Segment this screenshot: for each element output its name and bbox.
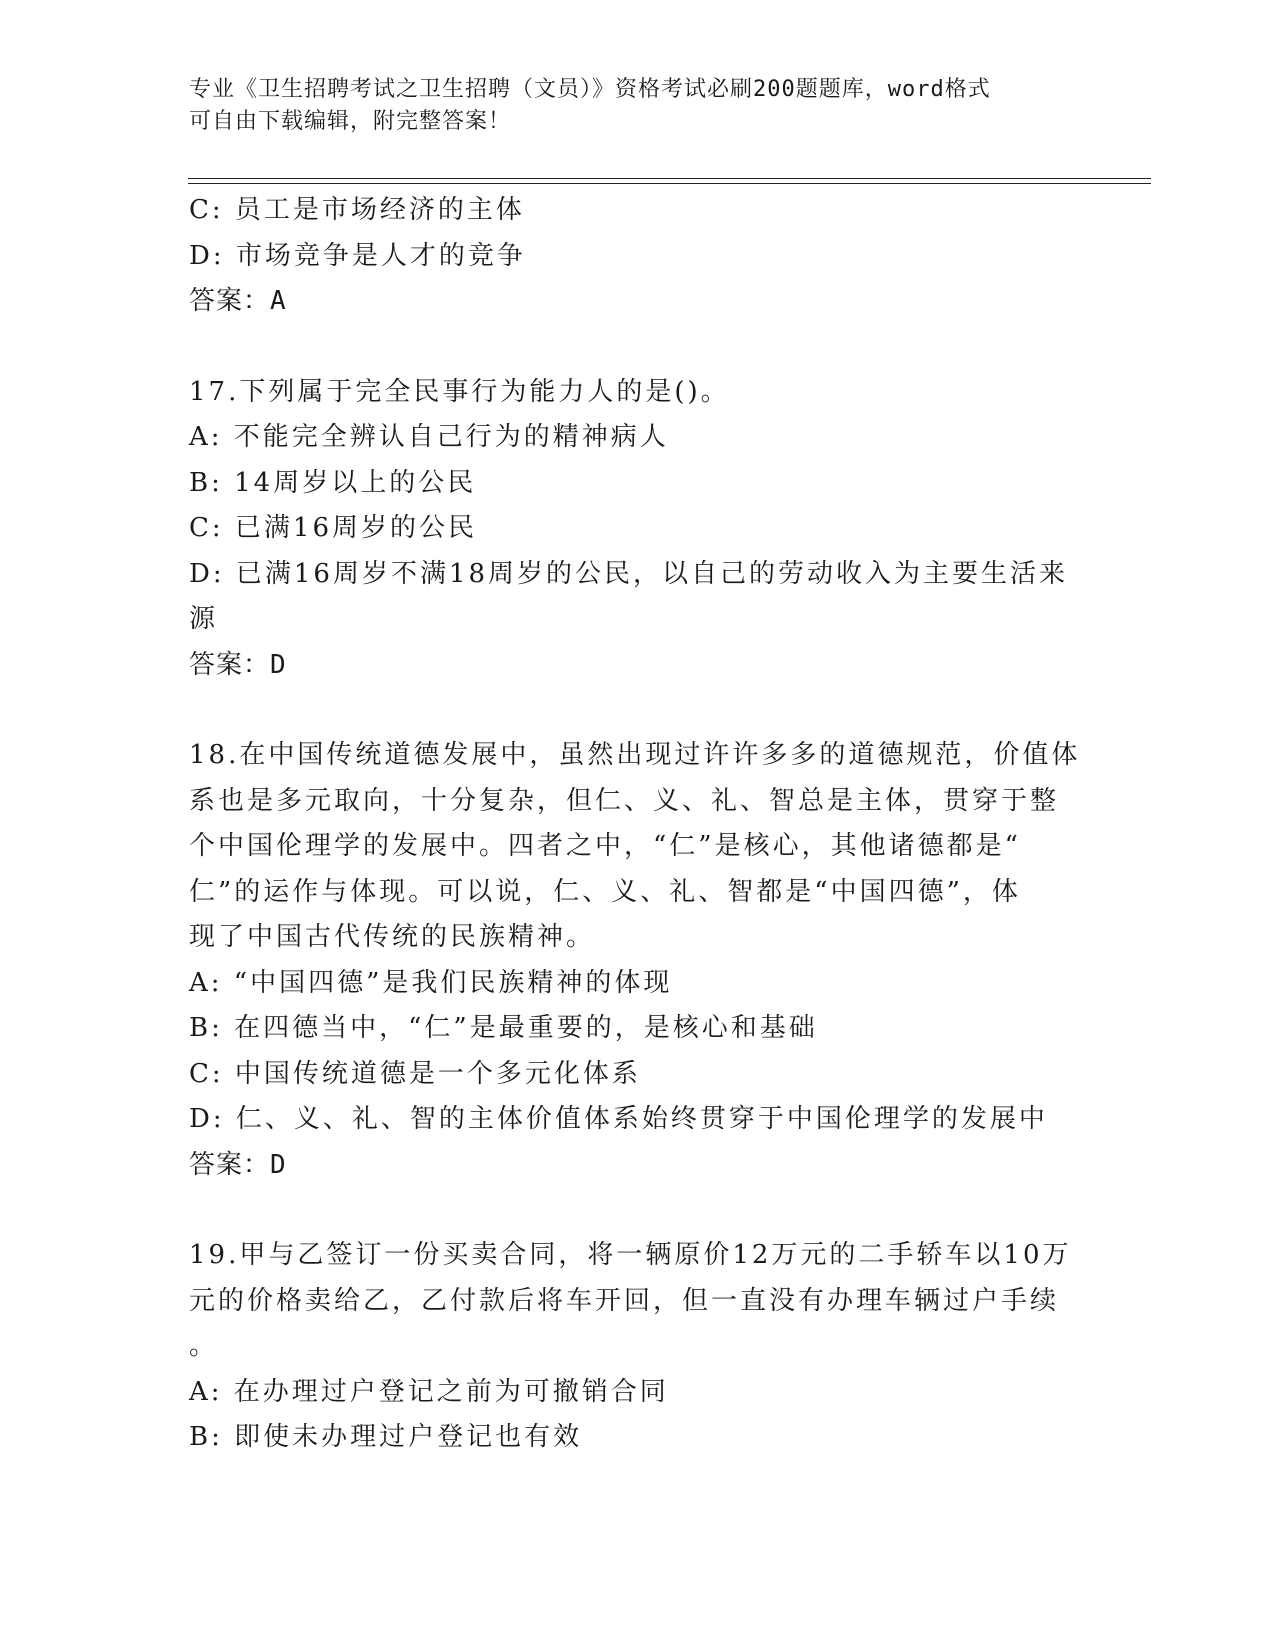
question-18 bbox=[189, 733, 1081, 1188]
question-16-continued bbox=[189, 188, 1074, 325]
answer-line: 答案：A bbox=[189, 286, 287, 316]
header-rule-bottom bbox=[188, 183, 1151, 184]
header-rule-top bbox=[188, 178, 1151, 179]
stem-line: 现了中国古代传统的民族精神。 bbox=[189, 922, 596, 952]
option-b: B: 在四德当中，“仁”是最重要的，是核心和基础 bbox=[189, 1013, 818, 1043]
answer-line: 答案：D bbox=[189, 649, 287, 680]
stem-line: 个中国伦理学的发展中。四者之中，“仁”是核心，其他诸德都是“ bbox=[189, 831, 1021, 861]
stem-line: 系也是多元取向，十分复杂，但仁、义、礼、智总是主体，贯穿于整 bbox=[189, 785, 1060, 816]
stem-line: 仁”的运作与体现。可以说，仁、义、礼、智都是“中国四德”，体 bbox=[189, 876, 1021, 907]
option-a: A: 在办理过户登记之前为可撤销合同 bbox=[189, 1376, 669, 1407]
option-d: D: 仁、义、礼、智的主体价值体系始终贯穿于中国伦理学的发展中 bbox=[189, 1104, 1048, 1134]
header-title-line-2: 可自由下载编辑，附完整答案！ bbox=[189, 109, 512, 134]
option-c: C: 员工是市场经济的主体 bbox=[189, 195, 525, 225]
question-content bbox=[189, 188, 1081, 1461]
question-17 bbox=[189, 370, 1074, 689]
option-b: B: 14周岁以上的公民 bbox=[189, 467, 477, 498]
option-d: D: 已满16周岁不满18周岁的公民，以自己的劳动收入为主要生活来 bbox=[189, 558, 1069, 589]
stem-line: 元的价格卖给乙，乙付款后将车开回，但一直没有办理车辆过户手续 bbox=[189, 1285, 1060, 1316]
question-stem bbox=[189, 1233, 1074, 1370]
option-a: A: 不能完全辨认自己行为的精神病人 bbox=[189, 422, 669, 452]
question-stem bbox=[189, 370, 1074, 416]
answer-line: 答案：D bbox=[189, 1149, 287, 1180]
header-title-line-1: 专业《卫生招聘考试之卫生招聘（文员）》资格考试必刷200题题库，word格式 bbox=[189, 77, 991, 102]
option-d-continued: 源 bbox=[189, 604, 219, 634]
document-header bbox=[189, 74, 1069, 138]
option-c: C: 已满16周岁的公民 bbox=[189, 513, 478, 543]
stem-line: 。 bbox=[189, 1331, 219, 1361]
stem-line: 18.在中国传统道德发展中，虽然出现过许许多多的道德规范，价值体 bbox=[189, 740, 1081, 770]
option-b: B: 即使未办理过户登记也有效 bbox=[189, 1422, 583, 1452]
option-c: C: 中国传统道德是一个多元化体系 bbox=[189, 1058, 641, 1089]
stem-line: 17.下列属于完全民事行为能力人的是()。 bbox=[189, 376, 730, 407]
option-a: A: “中国四德”是我们民族精神的体现 bbox=[189, 967, 673, 998]
question-19 bbox=[189, 1233, 1074, 1461]
option-d: D: 市场竞争是人才的竞争 bbox=[189, 240, 526, 271]
stem-line: 19.甲与乙签订一份买卖合同，将一辆原价12万元的二手轿车以10万 bbox=[189, 1240, 1072, 1270]
question-stem bbox=[189, 733, 1081, 961]
